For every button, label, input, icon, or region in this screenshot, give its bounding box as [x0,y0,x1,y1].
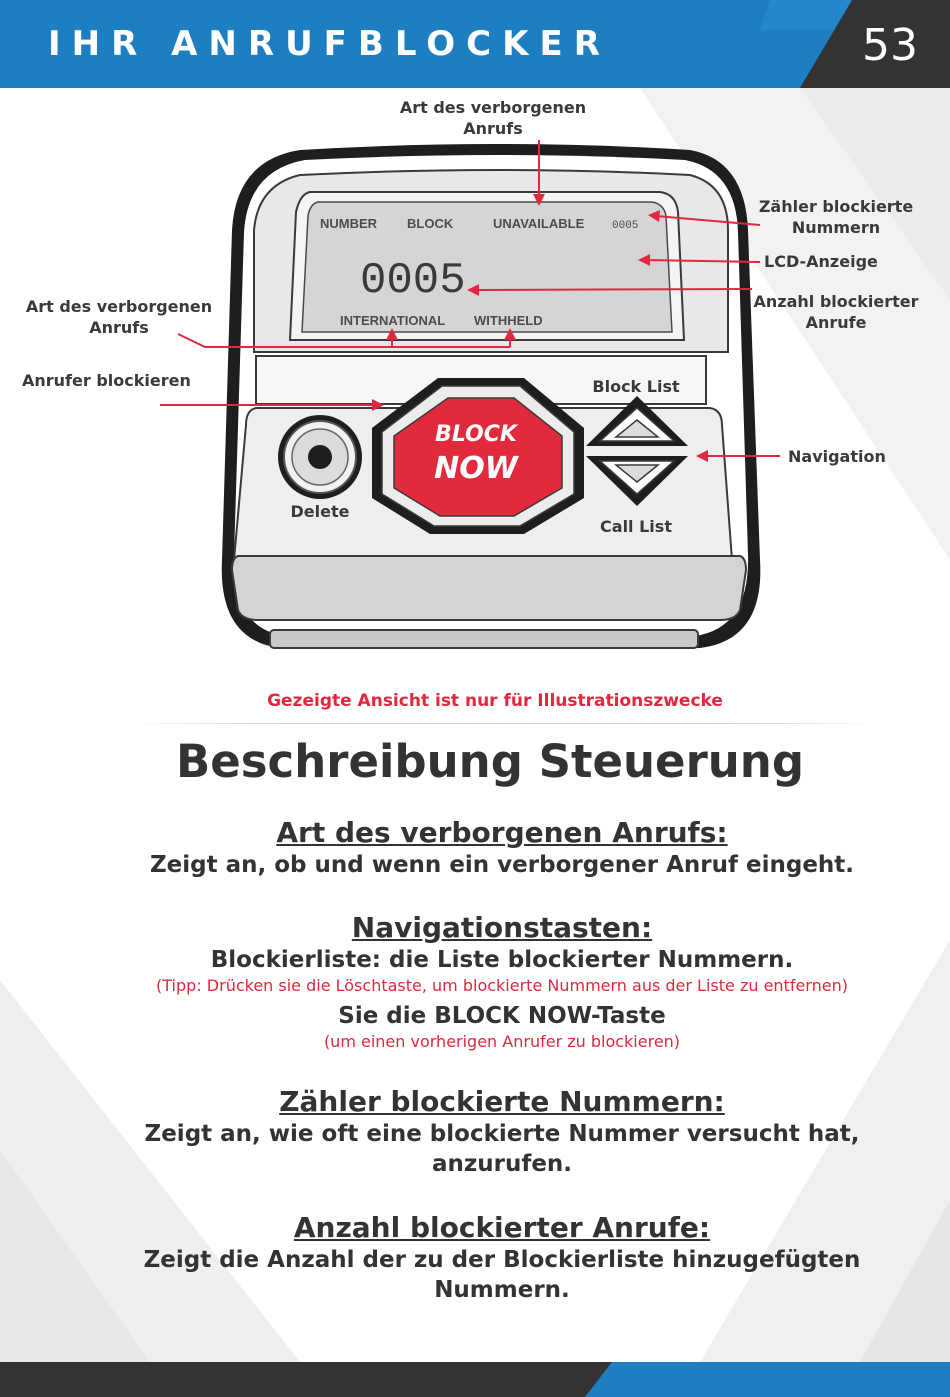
callout-hidden-call-top-line2: Anrufs [463,119,523,138]
callout-counter-line2: Nummern [791,218,881,237]
description-count-text-line2: Nummern. [434,1277,570,1303]
delete-label: Delete [290,502,350,521]
callout-hidden-call-left-line1: Art des verborgenen [25,297,213,316]
block-list-label: Block List [592,377,680,396]
lcd-count-value: 0005 [360,256,466,306]
callout-navigation: Navigation [788,447,886,466]
description-count-title: Anzahl blockierter Anrufe: [293,1211,711,1244]
block-now-label-line1: BLOCK [435,422,517,447]
page-number: 53 [862,20,918,71]
delete-button[interactable] [278,415,362,499]
description-navigation [0,911,950,1053]
description-navigation-tip: (Tipp: Drücken sie die Löschtaste, um blockierte Nummern aus der Liste zu entfernen) [156,976,848,995]
description-navigation-text: Blockierliste: die Liste blockierter Nummern. [210,947,794,973]
description-counter [0,1085,950,1179]
description-hidden-call [0,816,950,880]
callout-hidden-call-top-line1: Art des verborgenen [399,98,587,117]
block-now-label-line2: NOW [434,451,518,486]
callout-hidden-call-top [398,97,588,139]
description-count-text-line1: Zeigt die Anzahl der zu der Blockierliste hinzugefügten [143,1247,861,1273]
description-hidden-call-text: Zeigt an, ob und wenn ein verborgener Anruf eingeht. [149,852,855,878]
footer-bar [0,1362,950,1397]
lcd-international-label: INTERNATIONAL [340,313,446,328]
call-blocker-illustration [0,88,950,708]
callout-count-line2: Anrufe [805,313,867,332]
callout-hidden-call-left-line2: Anrufs [89,318,149,337]
callout-counter [752,196,920,238]
callout-lcd: LCD-Anzeige [764,252,878,271]
section-title: Beschreibung Steuerung [175,735,805,788]
header-title: IHR ANRUFBLOCKER [48,24,611,64]
description-counter-text-line2: anzurufen. [431,1151,573,1177]
callout-block-caller: Anrufer blockieren [22,371,191,390]
description-counter-title: Zähler blockierte Nummern: [279,1085,725,1118]
callout-counter-line1: Zähler blockierte [758,197,914,216]
description-hidden-call-title: Art des verborgenen Anrufs: [276,816,728,849]
lcd-counter-value: 0005 [612,220,639,232]
callout-count [752,291,920,333]
callout-count-line1: Anzahl blockierter [753,292,919,311]
lcd-unavailable-label: UNAVAILABLE [493,216,585,231]
lcd-withheld-label: WITHHELD [474,313,543,328]
illustration-caption: Gezeigte Ansicht ist nur für Illustrationszwecke [267,691,723,711]
description-navigation-title: Navigationstasten: [351,911,653,944]
description-counter-text-line1: Zeigt an, wie oft eine blockierte Nummer versucht hat, [144,1121,860,1147]
lcd-block-label: BLOCK [407,216,454,231]
description-count [0,1211,950,1305]
lcd-number-label: NUMBER [320,216,378,231]
description-navigation-text2: Sie die BLOCK NOW-Taste [338,1003,666,1029]
callout-hidden-call-left [24,296,214,338]
divider [130,723,880,724]
call-list-label: Call List [600,517,672,536]
description-navigation-tip2: (um einen vorherigen Anrufer zu blockieren) [323,1032,681,1051]
